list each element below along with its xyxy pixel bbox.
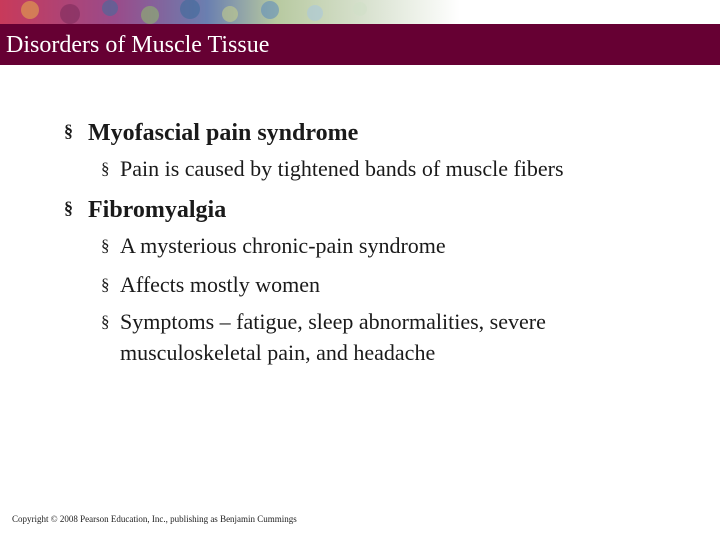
bullet-icon: §	[101, 312, 110, 331]
bullet-icon: §	[64, 198, 73, 218]
copyright-notice: Copyright © 2008 Pearson Education, Inc., publishing as Benjamin Cummings	[12, 514, 297, 524]
bullet-label: Fibromyalgia	[88, 197, 227, 223]
subbullet-item	[101, 153, 681, 184]
subbullet-text: Pain is caused by tightened bands of muscle fibers	[120, 156, 564, 181]
bullet-item-myofascial	[64, 117, 358, 147]
subbullet-text: Symptoms – fatigue, sleep abnormalities, severe musculoskeletal pain, and headache	[120, 309, 546, 365]
slide-title: Disorders of Muscle Tissue	[6, 32, 270, 58]
subbullet-text: Affects mostly women	[120, 272, 321, 297]
bullet-label: Myofascial pain syndrome	[88, 120, 359, 146]
subbullet-item	[101, 230, 681, 261]
subbullet-text: A mysterious chronic-pain syndrome	[120, 233, 446, 258]
subbullet-item	[101, 269, 681, 300]
bullet-item-fibromyalgia	[64, 194, 226, 224]
title-bar	[0, 24, 720, 65]
muscle-tissue-banner-image	[0, 0, 460, 24]
bullet-icon: §	[64, 121, 73, 141]
bullet-icon: §	[101, 275, 110, 294]
bullet-icon: §	[101, 236, 110, 255]
header-decorative-image	[0, 0, 460, 24]
subbullet-item	[101, 306, 646, 368]
bullet-icon: §	[101, 159, 110, 178]
